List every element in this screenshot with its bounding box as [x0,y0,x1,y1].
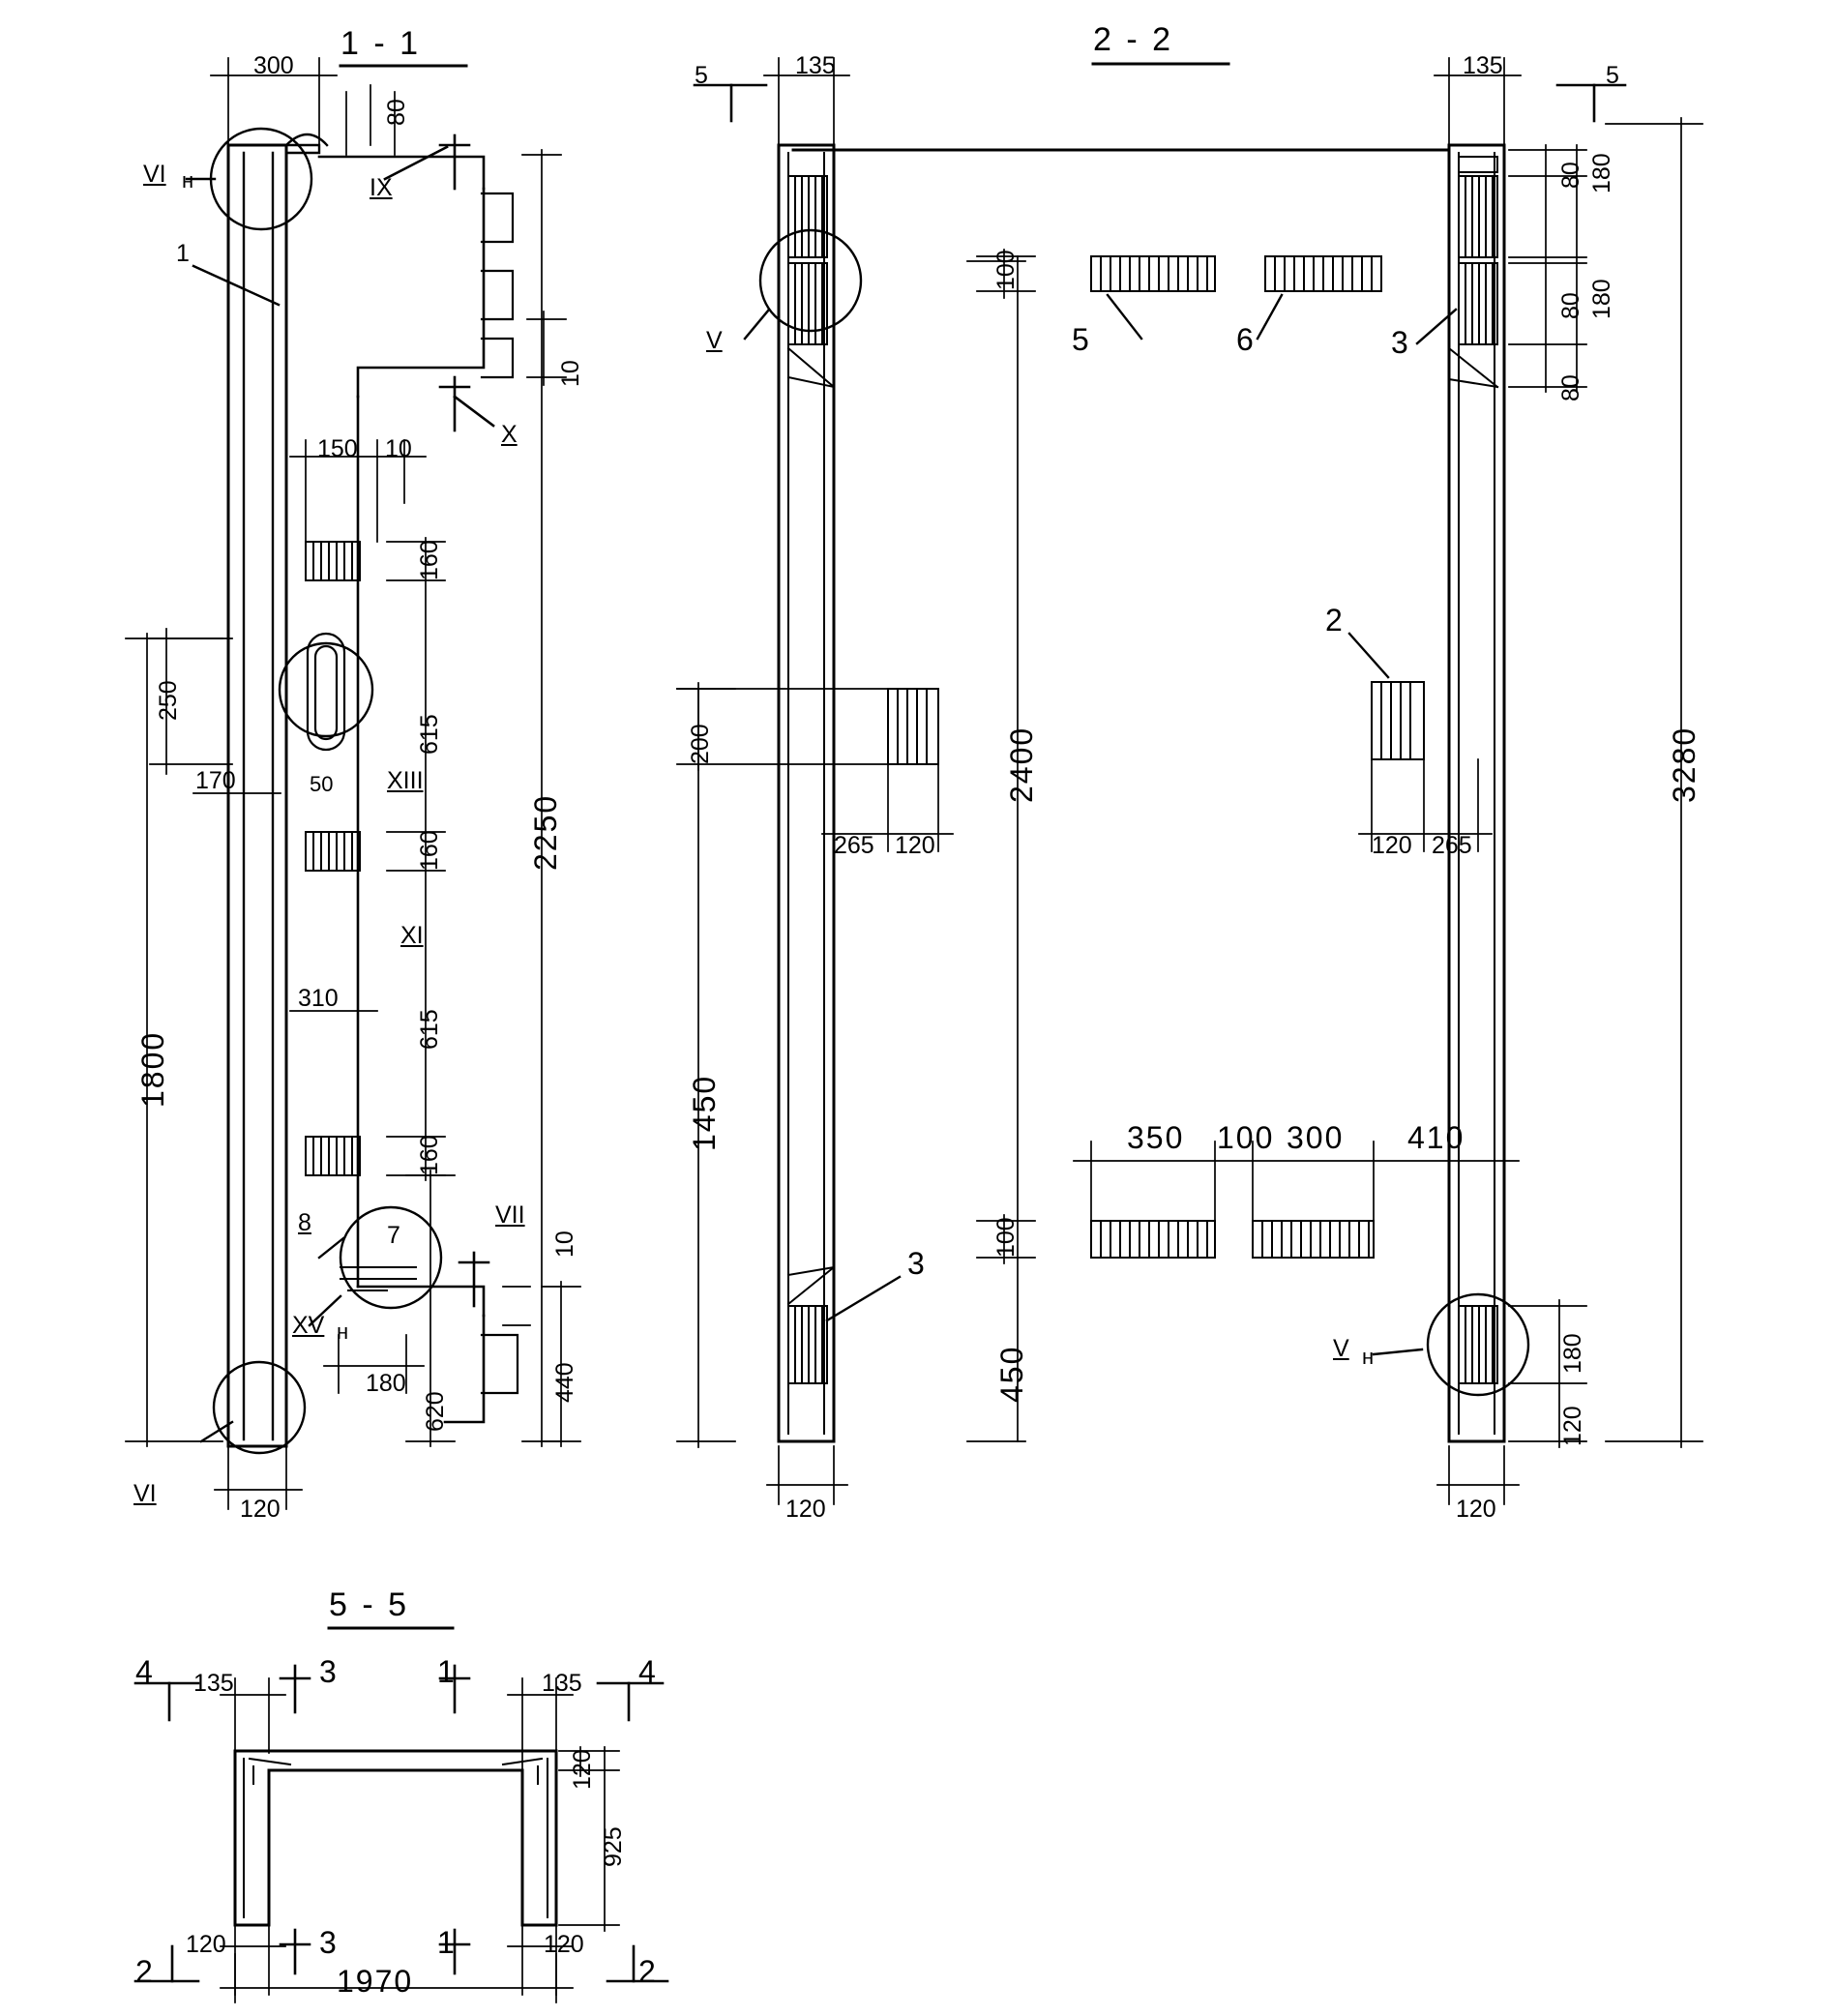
dim-1450: 1450 [687,1074,722,1151]
callout-6: 6 [1236,322,1256,357]
dim-80: 80 [383,99,410,126]
dim-615-b: 615 [416,1009,443,1050]
dim-120-5-top: 120 [569,1749,596,1790]
dim-10-b: 10 [385,435,412,462]
callout-3-top: 3 [1391,325,1410,360]
dim-310: 310 [298,985,339,1012]
dim-200: 200 [687,724,714,764]
detail-mark-vii: VII [495,1201,525,1229]
dim-2400: 2400 [1004,726,1039,803]
section-mark-2-left: 2 [135,1954,155,1989]
dim-100-bottom: 100 [992,1217,1020,1258]
view-title-5-5: 5 - 5 [329,1586,410,1623]
callout-5: 5 [1072,322,1091,357]
dim-10-c: 10 [551,1230,578,1258]
detail-mark-v-bottom: V [1333,1335,1349,1362]
dim-170: 170 [195,767,236,794]
dim-925: 925 [600,1826,627,1867]
dim-160-b: 160 [416,830,443,871]
detail-mark-xiii: XIII [387,767,424,794]
detail-mark-xi: XI [400,922,424,949]
dim-100-mid: 100 [1217,1120,1275,1155]
dim-265-left: 265 [834,832,874,859]
dim-180-bottom: 180 [1559,1333,1586,1374]
view-title-1-1: 1 - 1 [340,25,422,62]
section-mark-4-left: 4 [135,1654,155,1689]
detail-mark-vi-top: VI [143,161,166,188]
dim-1800: 1800 [135,1030,170,1108]
detail-mark-ix: IX [370,174,393,201]
detail-mark-v-bottom-suffix: н [1362,1345,1375,1369]
detail-mark-x: X [501,421,518,448]
dim-135-5-left: 135 [193,1670,234,1697]
dim-50: 50 [310,772,334,796]
section-mark-4-right: 4 [638,1654,658,1689]
dim-80-r3: 80 [1557,374,1584,401]
dim-450: 450 [994,1345,1029,1403]
dim-135-left: 135 [795,52,836,79]
dim-120-left: 120 [895,832,935,859]
dim-120-right: 120 [1372,832,1412,859]
detail-mark-xv-suffix: н [337,1319,349,1344]
section-mark-5-right: 5 [1606,62,1619,89]
dim-440: 440 [551,1362,578,1403]
dim-250: 250 [155,680,182,721]
dim-300-mid: 300 [1287,1120,1345,1155]
callout-1: 1 [176,240,190,267]
dim-265-right: 265 [1432,832,1472,859]
callout-7: 7 [387,1222,400,1249]
dim-120-11: 120 [240,1496,281,1523]
callout-3-bottom: 3 [907,1246,927,1281]
dim-180-r2: 180 [1588,279,1615,319]
dim-620: 620 [422,1391,449,1432]
dim-120-rb2: 120 [1456,1496,1496,1523]
dim-120-lb: 120 [785,1496,826,1523]
view-title-2-2: 2 - 2 [1093,21,1174,58]
dim-80-r2: 80 [1557,292,1584,319]
detail-mark-xv: XV [292,1312,325,1339]
section-mark-3-bottom: 3 [319,1925,339,1960]
callout-2: 2 [1325,603,1345,637]
dim-150: 150 [317,435,358,462]
detail-mark-v-top: V [706,327,723,354]
detail-mark-vi-top-suffix: н [182,168,194,193]
dim-135-5-right: 135 [542,1670,582,1697]
dim-160-a: 160 [416,540,443,580]
dim-120-rb: 120 [1559,1406,1586,1446]
callout-8: 8 [298,1209,311,1236]
dim-350: 350 [1127,1120,1185,1155]
dim-120-5-br: 120 [544,1931,584,1958]
section-mark-1-top: 1 [437,1654,457,1689]
section-mark-5-left: 5 [695,62,708,89]
dim-10-a: 10 [557,360,584,387]
dim-3280: 3280 [1667,726,1702,803]
dim-180: 180 [366,1370,406,1397]
dim-135-right: 135 [1463,52,1503,79]
section-mark-2-right: 2 [638,1954,658,1989]
section-mark-1-bottom: 1 [437,1925,457,1960]
dim-180-r1: 180 [1588,153,1615,193]
dim-1970: 1970 [337,1964,414,1999]
dim-410: 410 [1407,1120,1465,1155]
dim-300: 300 [253,52,294,79]
dim-160-c: 160 [416,1135,443,1175]
dim-100-top: 100 [992,250,1020,290]
section-mark-3-top: 3 [319,1654,339,1689]
dim-120-5-bl: 120 [186,1931,226,1958]
detail-mark-vi-bottom: VI [133,1480,157,1507]
dim-80-r1: 80 [1557,162,1584,189]
dim-615-a: 615 [416,714,443,755]
dim-2250: 2250 [528,793,563,871]
